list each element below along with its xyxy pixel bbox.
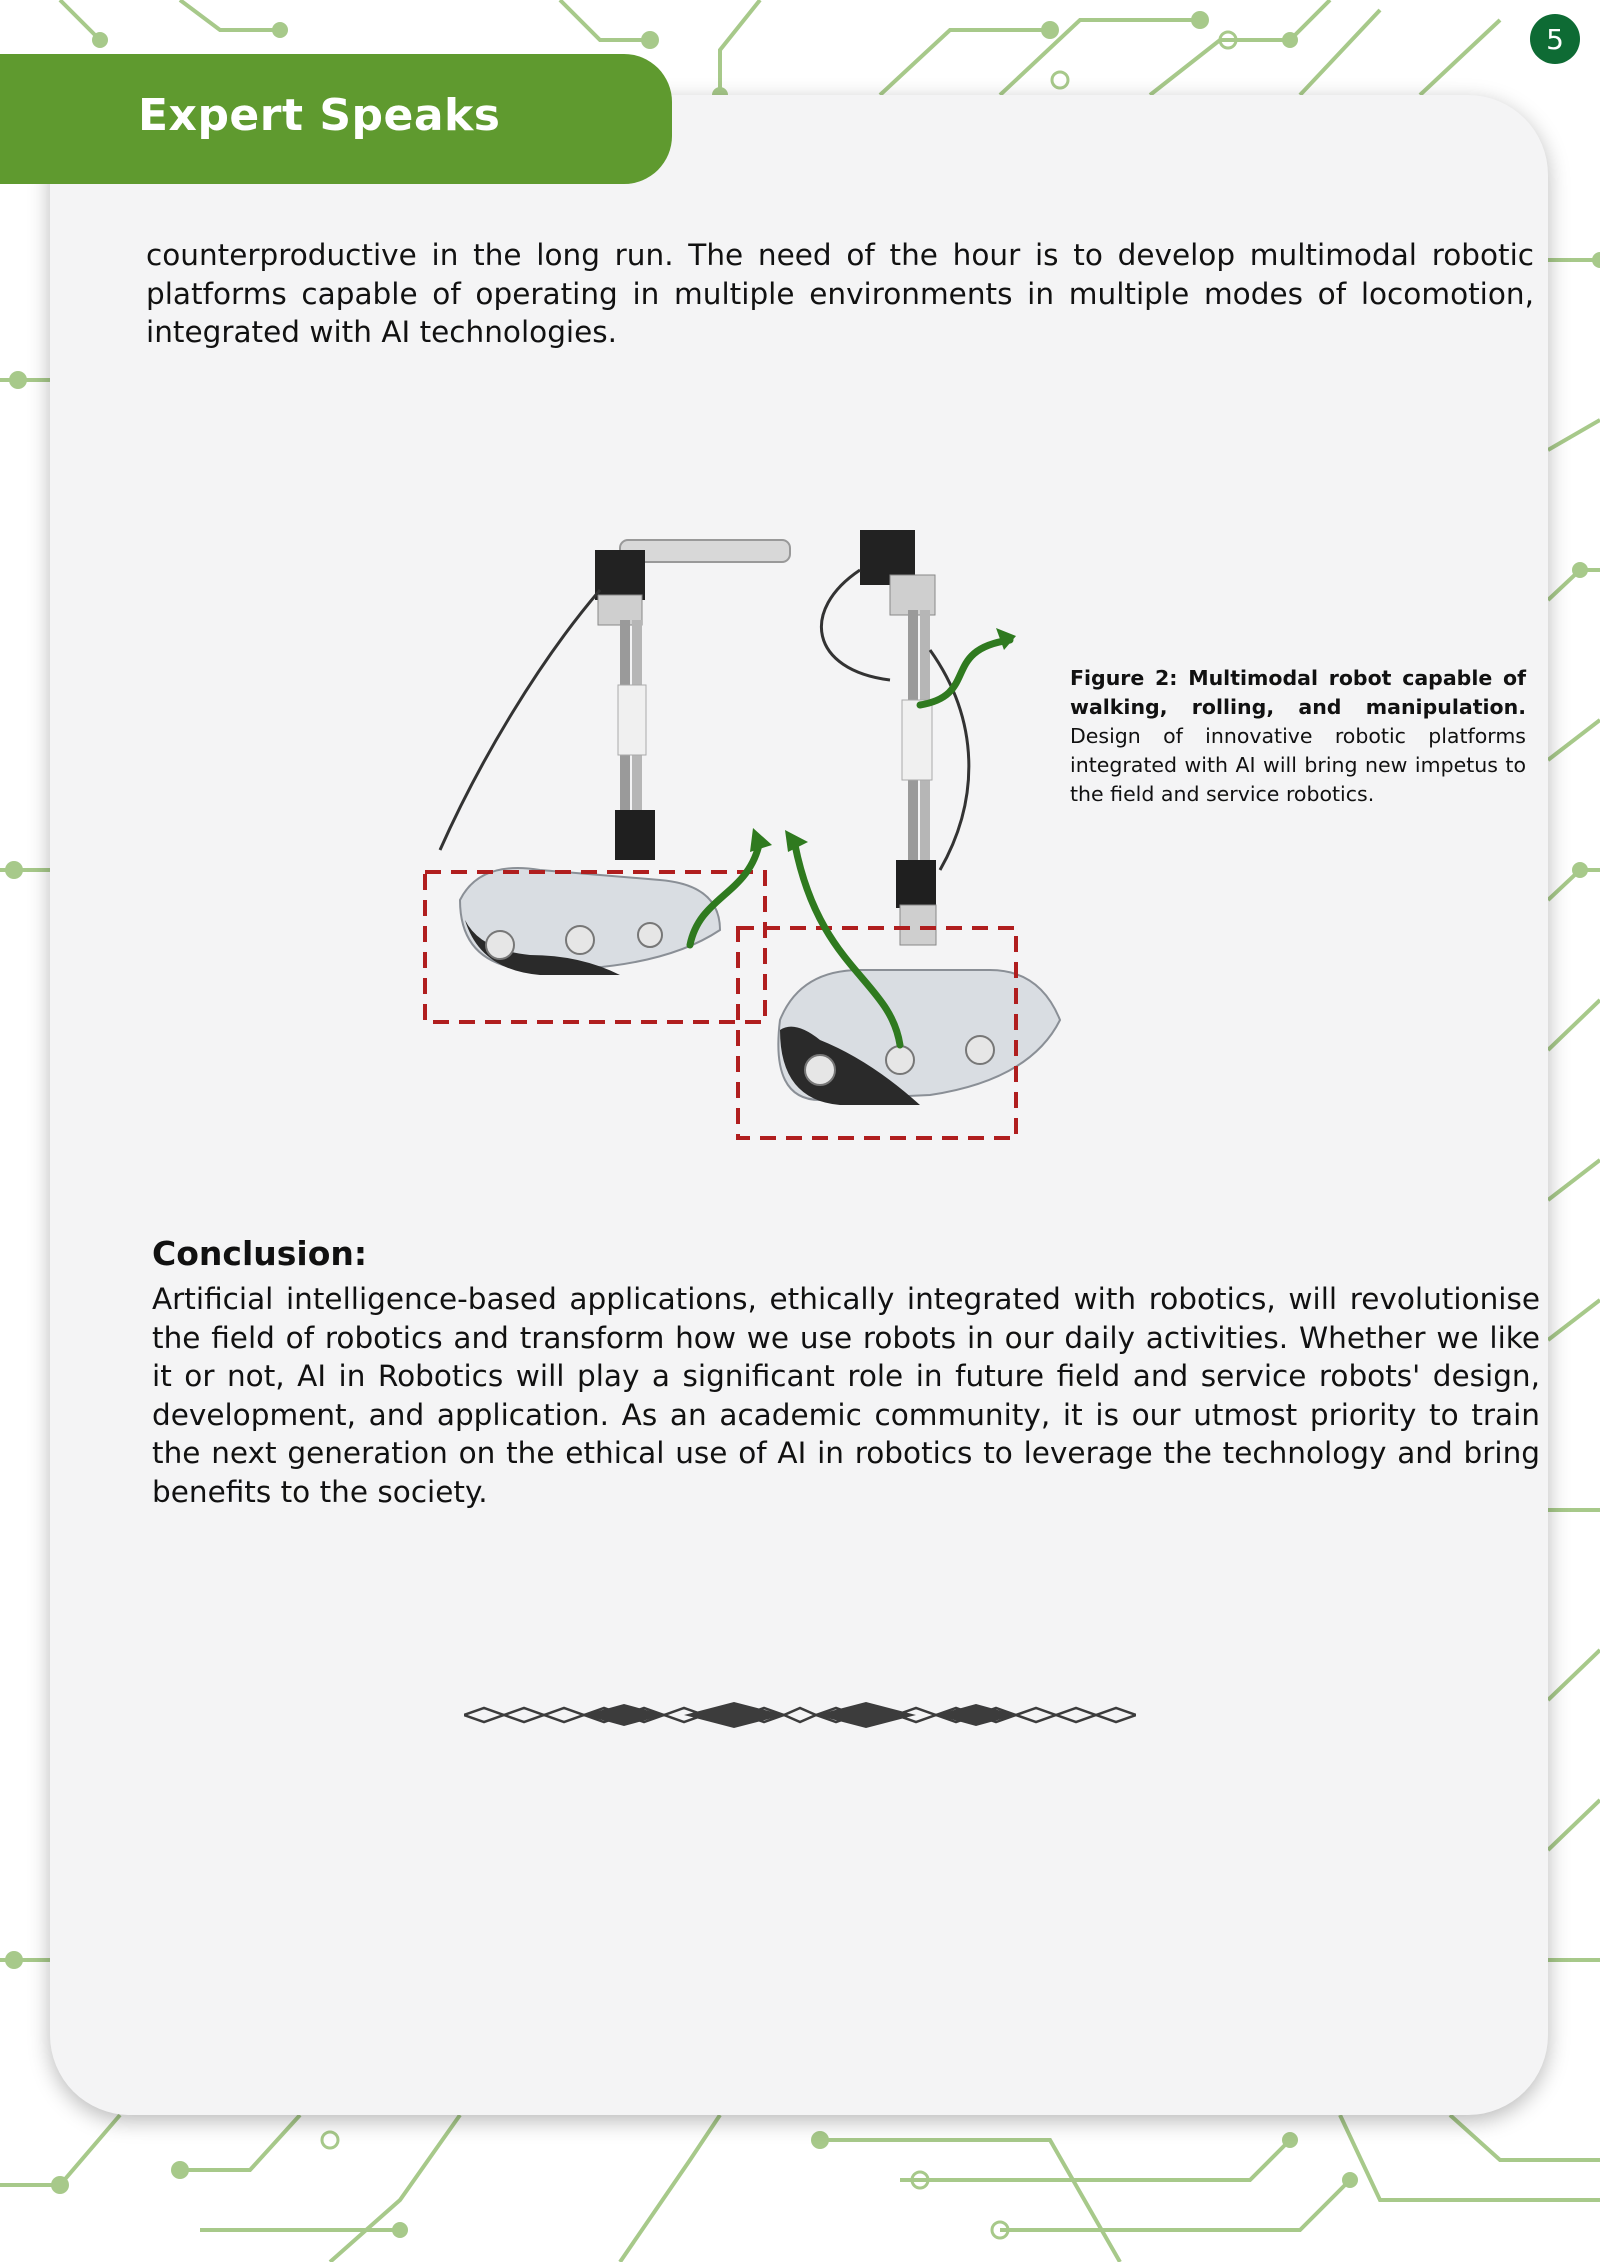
multimodal-robot-illustration: [420, 500, 1120, 1160]
conclusion-heading: Conclusion:: [152, 1234, 368, 1273]
conclusion-paragraph: Artificial intelligence-based applications, ethically integrated with robotics, will revolutionise the field of robotics and transform how we use robots in our daily activities. Whether we like it or not, AI in Robotics will play a significant role in future field and service robots' design, development, and application. As an academic community, it is our utmost priority to train the next generation on the ethical use of AI in robotics to leverage the technology and bring benefits to the society.: [152, 1282, 1540, 1509]
ornamental-divider: [464, 1700, 1136, 1730]
figure-caption-text: Design of innovative robotic platforms integrated with AI will bring new impetus to the field and service robotics.: [1070, 724, 1526, 806]
arrow-manipulator: [920, 640, 1010, 705]
page-number-badge: 5: [1530, 14, 1580, 64]
section-title: Expert Speaks: [138, 90, 501, 141]
intro-paragraph: counterproductive in the long run. The need of the hour is to develop multimodal robotic platforms capable of operating in multiple environments in multiple modes of locomotion, integrated with AI technologies.: [146, 238, 1534, 349]
figure-caption-title: Figure 2: Multimodal robot capable of walking, rolling, and manipulation.: [1070, 666, 1526, 719]
figure-caption: [1070, 664, 1526, 809]
section-banner: [0, 54, 672, 184]
figure-robot: [420, 500, 1120, 1160]
